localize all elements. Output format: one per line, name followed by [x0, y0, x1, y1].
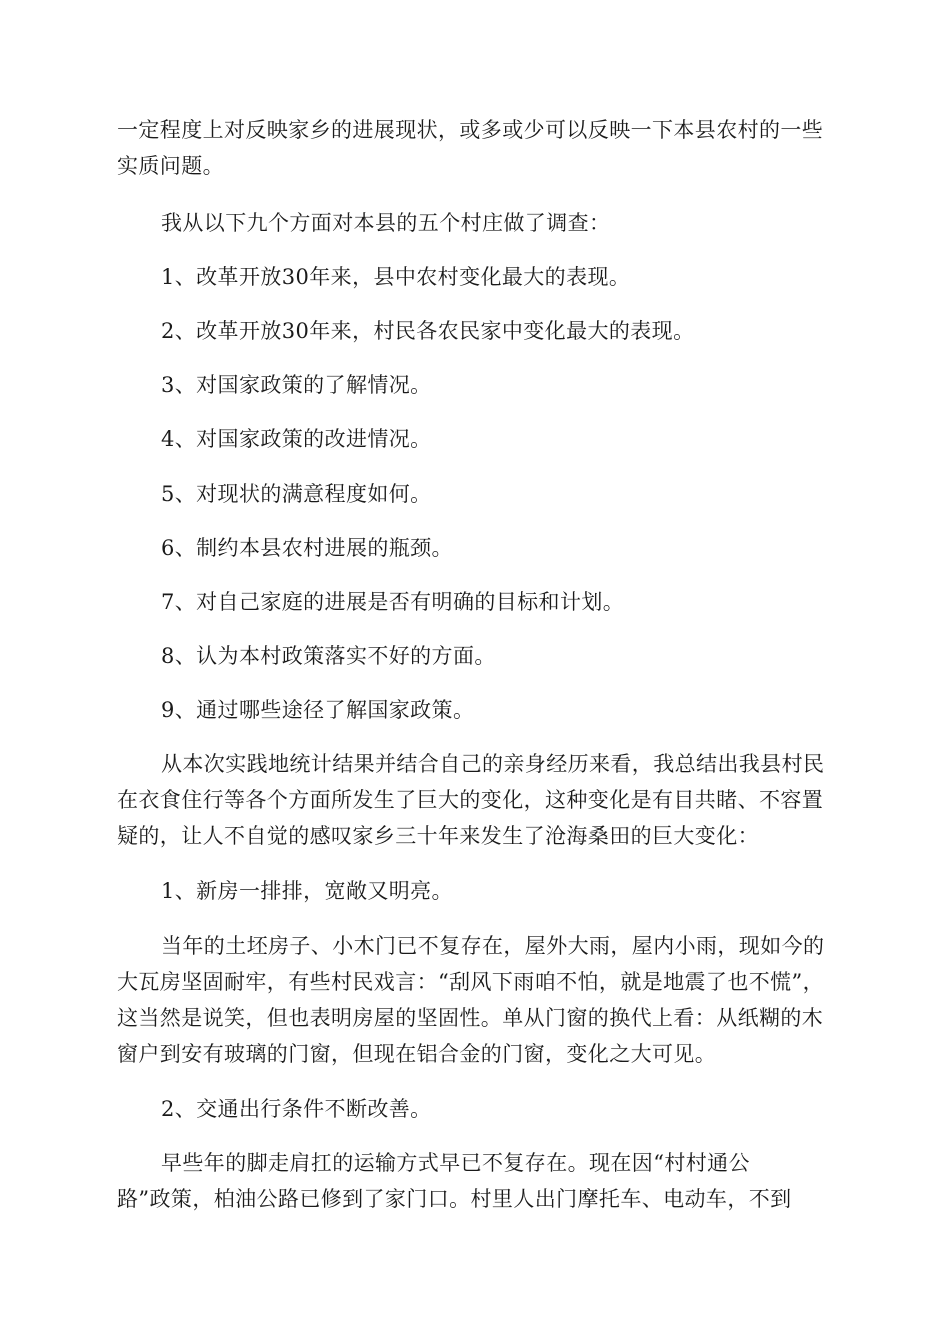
survey-item-3: 3、对国家政策的了解情况。 [161, 373, 432, 397]
paragraph-housing: 当年的土坯房子、小木门已不复存在，屋外大雨，屋内小雨，现如今的大瓦房坚固耐牢，有些村民戏言：“刮风下雨咱不怕，就是地震了也不慌”，这当然是说笑，但也表明房屋的坚固性。单从门窗的换代上看：从纸糊的木窗户到安有玻璃的门窗，但现在铝合金的门窗，变化之大可见。 [117, 934, 825, 1066]
survey-item-1: 1、改革开放30年来，县中农村变化最大的表现。 [161, 265, 631, 289]
survey-item-4: 4、对国家政策的改进情况。 [161, 427, 432, 451]
paragraph-survey-intro: 我从以下九个方面对本县的五个村庄做了调查： [161, 211, 611, 235]
paragraph-continuation: 一定程度上对反映家乡的进展现状，或多或少可以反映一下本县农村的一些实质问题。 [117, 118, 824, 178]
survey-item-2: 2、改革开放30年来，村民各农民家中变化最大的表现。 [161, 319, 695, 343]
paragraph-summary: 从本次实践地统计结果并结合自己的亲身经历来看，我总结出我县村民在衣食住行等各个方面所发生了巨大的变化，这种变化是有目共睹、不容置疑的，让人不自觉的感叹家乡三十年来发生了沧海桑田的巨大变化： [117, 752, 825, 848]
section-heading-transport: 2、交通出行条件不断改善。 [161, 1097, 432, 1121]
survey-item-7: 7、对自己家庭的进展是否有明确的目标和计划。 [161, 590, 625, 614]
survey-item-8: 8、认为本村政策落实不好的方面。 [161, 644, 496, 668]
survey-item-5: 5、对现状的满意程度如何。 [161, 482, 432, 506]
survey-item-6: 6、制约本县农村进展的瓶颈。 [161, 536, 453, 560]
paragraph-transport-line-2: 路”政策，柏油公路已修到了家门口。村里人出门摩托车、电动车，不到 [117, 1187, 792, 1211]
paragraph-transport-line-1: 早些年的脚走肩扛的运输方式早已不复存在。现在因“村村通公 [161, 1151, 750, 1175]
section-heading-housing: 1、新房一排排，宽敞又明亮。 [161, 879, 453, 903]
survey-item-9: 9、通过哪些途径了解国家政策。 [161, 698, 475, 722]
